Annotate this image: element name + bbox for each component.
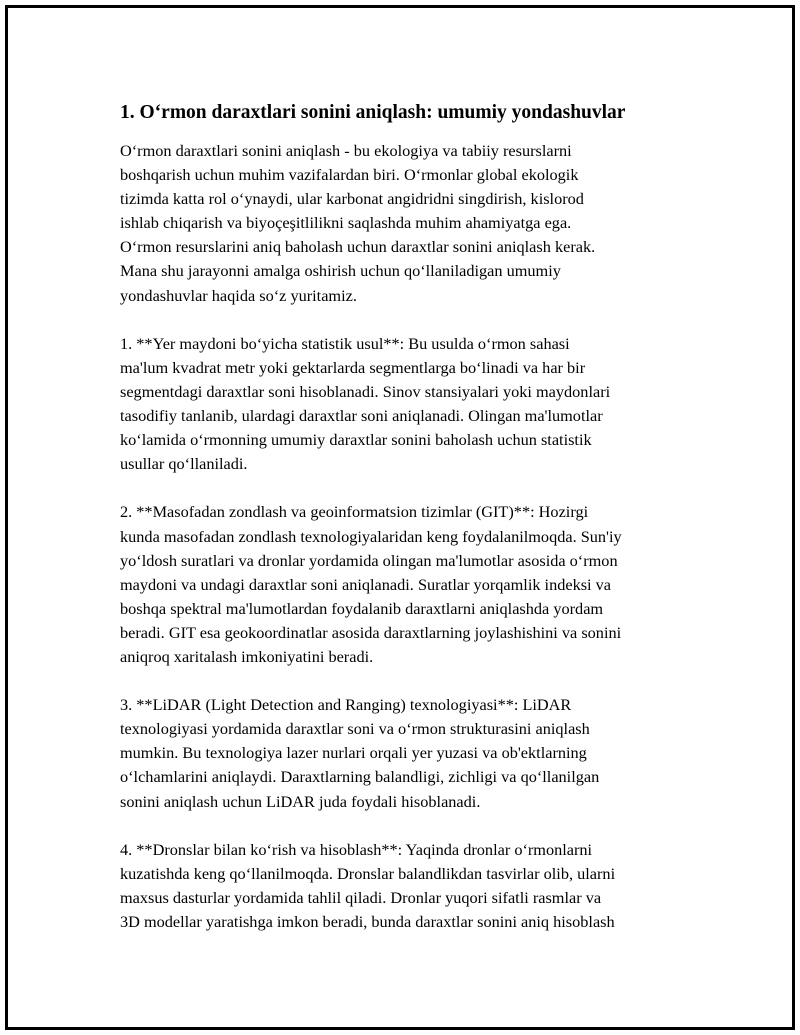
- text-line: beradi. GIT esa geokoordinatlar asosida daraxtlarning joylashishini va sonini: [120, 622, 622, 642]
- paragraph-method-1: [120, 332, 690, 477]
- paragraph-method-4: [120, 838, 690, 934]
- text-line: tasodifiy tanlanib, ulardagi daraxtlar soni aniqlanadi. Olingan ma'lumotlar: [120, 406, 603, 426]
- text-line: o‘lchamlarini aniqlaydi. Daraxtlarning balandligi, zichligi va qo‘llanilgan: [120, 767, 600, 787]
- paragraph-gap: [120, 814, 690, 838]
- text-line: boshqa spektral ma'lumotlardan foydalanib daraxtlarni aniqlashda yordam: [120, 598, 604, 618]
- paragraph-method-3: [120, 693, 690, 813]
- text-line: ko‘lamida o‘rmonning umumiy daraxtlar sonini baholash uchun statistik: [120, 430, 592, 450]
- text-line: O‘rmon daraxtlari sonini aniqlash - bu ekologiya va tabiiy resurslarni: [120, 141, 572, 160]
- text-line: kunda masofadan zondlash texnologiyalaridan keng foydalanilmoqda. Sun'iy: [120, 526, 622, 546]
- text-line: mumkin. Bu texnologiya lazer nurlari orqali yer yuzasi va ob'ektlarning: [120, 743, 587, 763]
- text-line: maydoni va undagi daraxtlar soni aniqlanadi. Suratlar yorqamlik indeksi va: [120, 574, 612, 594]
- text-line: segmentdagi daraxtlar soni hisoblanadi. Sinov stansiyalari yoki maydonlari: [120, 381, 611, 401]
- text-line: tizimda katta rol o‘ynaydi, ular karbonat angidridni singdirish, kislorod: [120, 189, 584, 209]
- paragraph-gap: [120, 669, 690, 693]
- text-line: boshqarish uchun muhim vazifalardan biri. O‘rmonlar global ekologik: [120, 165, 579, 185]
- text-line: 3. **LiDAR (Light Detection and Ranging) texnologiyasi**: LiDAR: [120, 695, 572, 715]
- paragraph-method-2: [120, 500, 690, 669]
- text-line: sonini aniqlash uchun LiDAR juda foydali hisoblanadi.: [120, 791, 481, 811]
- text-line: Mana shu jarayonni amalga oshirish uchun qo‘llaniladigan umumiy: [120, 261, 561, 281]
- document-body: [120, 99, 690, 934]
- text-line: 3D modellar yaratishga imkon beradi, bunda daraxtlar sonini aniq hisoblash: [120, 912, 615, 931]
- text-line: aniqroq xaritalash imkoniyatini beradi.: [120, 646, 374, 666]
- paragraph-gap: [120, 476, 690, 500]
- text-line: usullar qo‘llaniladi.: [120, 454, 248, 474]
- text-line: 4. **Dronslar bilan ko‘rish va hisoblash**: Yaqinda dronlar o‘rmonlarni: [120, 839, 593, 859]
- page-title: 1. O‘rmon daraxtlari sonini aniqlash: umumiy yondashuvlar: [120, 102, 626, 123]
- text-line: ma'lum kvadrat metr yoki gektarlarda segmentlarga bo‘linadi va har bir: [120, 357, 586, 377]
- page-frame: [5, 5, 795, 1030]
- text-line: kuzatishda keng qo‘llanilmoqda. Dronslar balandlikdan tasvirlar olib, ularni: [120, 863, 616, 883]
- text-line: ishlab chiqarish va biyoçeşitlilikni saqlashda muhim ahamiyatga ega.: [120, 213, 572, 233]
- text-line: yondashuvlar haqida so‘z yuritamiz.: [120, 285, 357, 305]
- text-line: maxsus dasturlar yordamida tahlil qiladi. Dronlar yuqori sifatli rasmlar va: [120, 887, 602, 907]
- text-line: yo‘ldosh suratlari va dronlar yordamida olingan ma'lumotlar asosida o‘rmon: [120, 550, 618, 570]
- text-line: 1. **Yer maydoni bo‘yicha statistik usul**: Bu usulda o‘rmon sahasi: [120, 333, 570, 353]
- paragraph-intro: [120, 139, 690, 308]
- text-line: 2. **Masofadan zondlash va geoinformatsion tizimlar (GIT)**: Hozirgi: [120, 502, 589, 522]
- text-line: texnologiyasi yordamida daraxtlar soni va o‘rmon strukturasini aniqlash: [120, 719, 590, 739]
- text-line: O‘rmon resurslarini aniq baholash uchun daraxtlar sonini aniqlash kerak.: [120, 237, 596, 257]
- paragraph-gap: [120, 308, 690, 332]
